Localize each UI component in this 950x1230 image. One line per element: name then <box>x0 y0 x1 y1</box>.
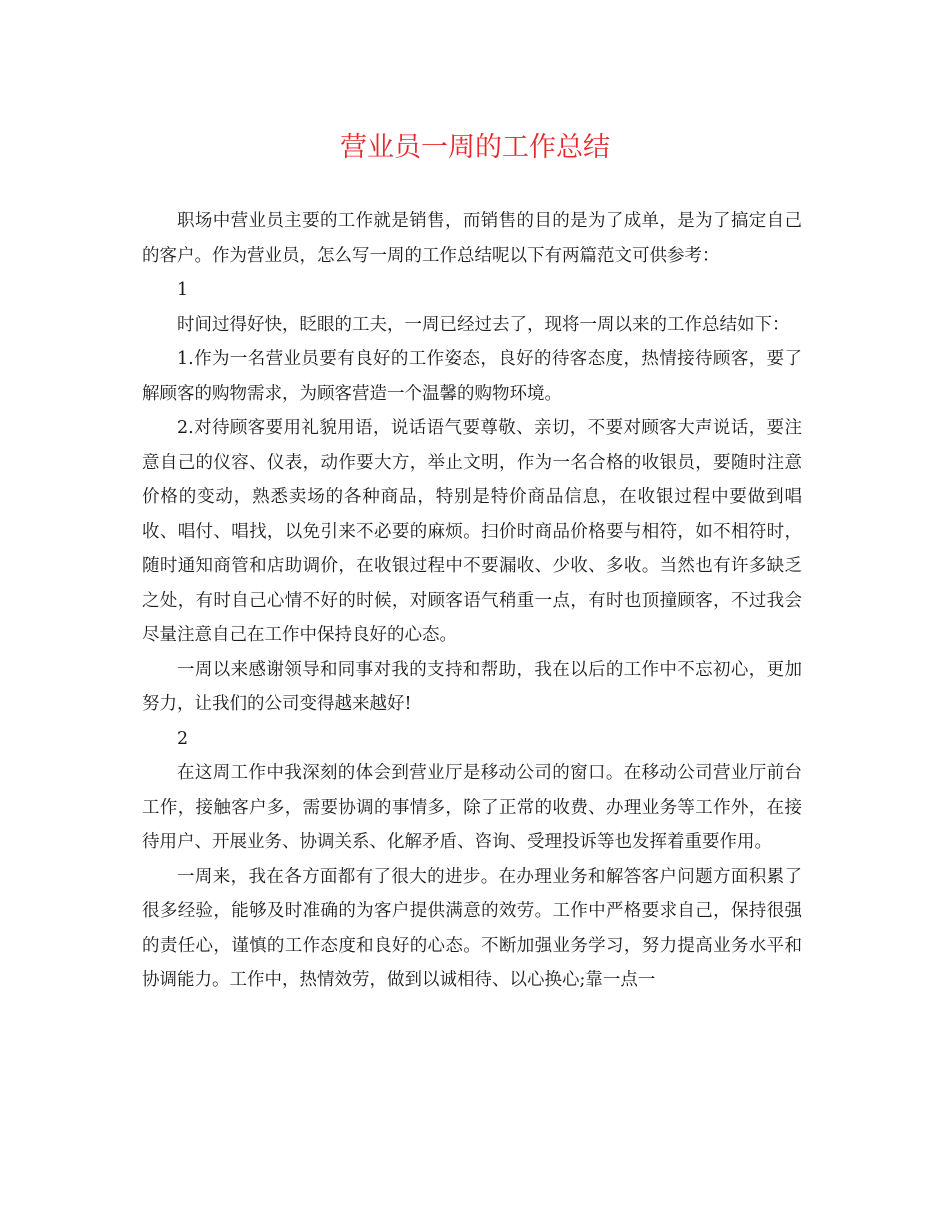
section-number-1: 1 <box>177 280 189 300</box>
paragraph: 时间过得好快，眨眼的工夫，一周已经过去了，现将一周以来的工作总结如下： <box>177 314 790 335</box>
paragraph: 1.作为一名营业员要有良好的工作姿态，良好的待客态度，热情接待顾客，要了解顾客的购物需求，为顾客营造一个温馨的购物环境。 <box>142 349 802 404</box>
section-number-2: 2 <box>177 728 189 749</box>
document-body <box>142 204 802 998</box>
paragraph: 在这周工作中我深刻的体会到营业厅是移动公司的窗口。在移动公司营业厅前台工作，接触客户多，需要协调的事情多，除了正常的收费、办理业务等工作外，在接待用户、开展业务、协调关系、化解矛盾、咨询、受理投诉等也发挥着重要作用。 <box>142 763 802 852</box>
paragraph: 一周以来感谢领导和同事对我的支持和帮助，我在以后的工作中不忘初心，更加努力，让我们的公司变得越来越好! <box>142 659 802 714</box>
document-title: 营业员一周的工作总结 <box>340 132 610 163</box>
paragraph: 2.对待顾客要用礼貌用语，说话语气要尊敬、亲切，不要对顾客大声说话，要注意自己的仪容、仪表，动作要大方，举止文明，作为一名合格的收银员，要随时注意价格的变动，熟悉卖场的各种商品，特别是特价商品信息，在收银过程中要做到唱收、唱付、唱找，以免引来不必要的麻烦。扫价时商品价格要与相符，如不相符时，随时通知商管和店助调价，在收银过程中不要漏收、少收、多收。当然也有许多缺乏之处，有时自己心情不好的时候，对顾客语气稍重一点，有时也顶撞顾客，不过我会尽量注意自己在工作中保持良好的心态。 <box>142 418 802 645</box>
paragraph: 一周来，我在各方面都有了很大的进步。在办理业务和解答客户问题方面积累了很多经验，能够及时准确的为客户提供满意的效劳。工作中严格要求自己，保持很强的责任心，谨慎的工作态度和良好的心态。不断加强业务学习，努力提高业务水平和协调能力。工作中，热情效劳，做到以诚相待、以心换心;靠一点一 <box>142 866 802 990</box>
paragraph-intro: 职场中营业员主要的工作就是销售，而销售的目的是为了成单，是为了搞定自己的客户。作为营业员，怎么写一周的工作总结呢以下有两篇范文可供参考： <box>142 211 802 266</box>
